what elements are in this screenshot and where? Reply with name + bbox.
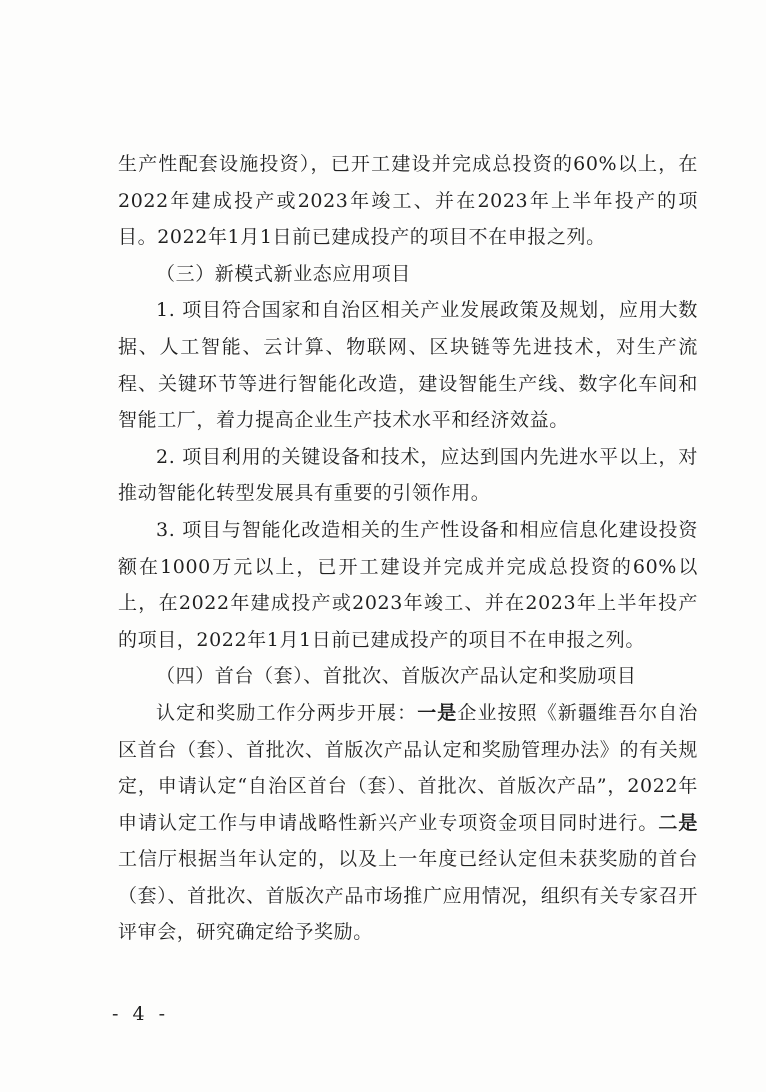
paragraph-award-steps (118, 695, 698, 951)
step-two-label: 二是 (658, 811, 699, 834)
section-heading-3: （三）新模式新业态应用项目 (156, 262, 411, 285)
paragraph-item-2: 2. 项目利用的关键设备和技术，应达到国内先进水平以上，对推动智能化转型发展具有重要的引领作用。 (118, 445, 698, 505)
step-one-label: 一是 (417, 701, 458, 724)
award-steps-intro: 认定和奖励工作分两步开展： (156, 701, 418, 724)
paragraph-item-1: 1. 项目符合国家和自治区相关产业发展政策及规划，应用大数据、人工智能、云计算、物联网、区块链等先进技术，对生产流程、关键环节等进行智能化改造，建设智能生产线、数字化车间和智能工厂，着力提高企业生产技术水平和经济效益。 (118, 299, 698, 432)
paragraph-item-3: 3. 项目与智能化改造相关的生产性设备和相应信息化建设投资额在1000万元以上，已开工建设并完成并完成总投资的60%以上，在2022年建成投产或2023年竣工、并在2023年上半年投产的项目，2022年1月1日前已建成投产的项目不在申报之列。 (118, 518, 698, 651)
page-number: - 4 - (112, 1003, 170, 1025)
step-two-text: 工信厅根据当年认定的，以及上一年度已经认定但未获奖励的首台（套）、首批次、首版次产品市场推广应用情况，组织有关专家召开评审会，研究确定给予奖励。 (118, 848, 698, 944)
paragraph-investment-continuation: 生产性配套设施投资），已开工建设并完成总投资的60%以上，在2022年建成投产或2023年竣工、并在2023年上半年投产的项目。2022年1月1日前已建成投产的项目不在申报之列。 (118, 153, 698, 249)
section-heading-4: （四）首台（套）、首批次、首版次产品认定和奖励项目 (156, 665, 637, 688)
step-one-text: 企业按照《新疆维吾尔自治区首台（套）、首批次、首版次产品认定和奖励管理办法》的有关规定，申请认定“自治区首台（套）、首批次、首版次产品”，2022年申请认定工作与申请战略性新兴产业专项资金项目同时进行。 (118, 701, 698, 834)
document-body (118, 146, 698, 951)
